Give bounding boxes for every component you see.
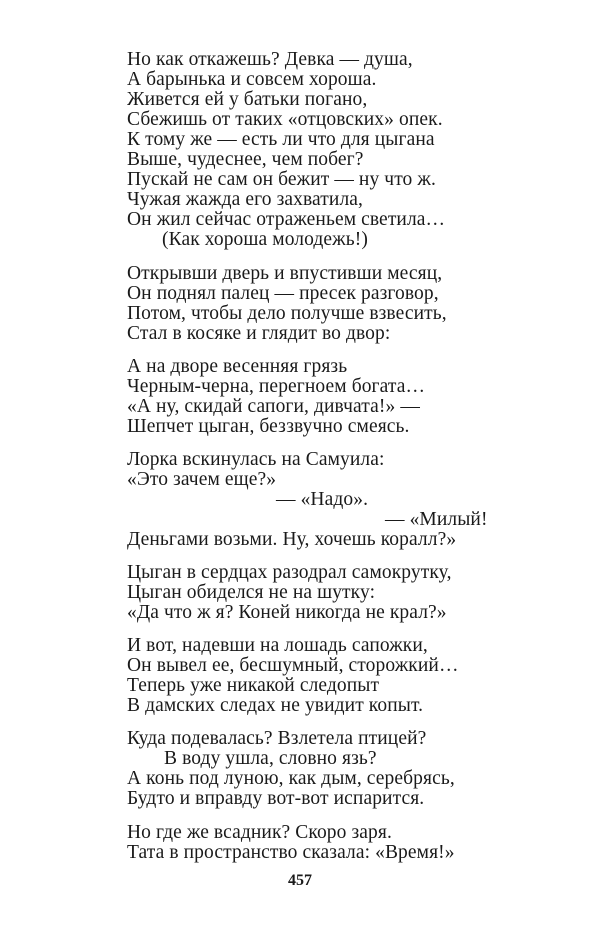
poem-line: А барынька и совсем хороша.: [127, 69, 377, 90]
poem-line: Пускай не сам он бежит — ну что ж.: [127, 169, 436, 190]
poem-line: Он жил сейчас отраженьем светила…: [127, 209, 446, 230]
poem-line: «Это зачем еще?»: [127, 469, 277, 490]
poem-line: Но как откажешь? Девка — душа,: [127, 49, 413, 70]
poem-line: А конь под луною, как дым, серебрясь,: [127, 768, 455, 789]
page-number: 457: [288, 872, 312, 889]
poem-line: Чужая жажда его захватила,: [127, 189, 364, 210]
poem-line: Он поднял палец — пресек разговор,: [127, 283, 439, 304]
poem-line: Сбежишь от таких «отцовских» опек.: [127, 109, 443, 130]
poem-line: К тому же — есть ли что для цыгана: [127, 129, 435, 150]
poem-line: Теперь уже никакой следопыт: [127, 675, 380, 696]
poem-line: Шепчет цыган, беззвучно смеясь.: [127, 416, 410, 437]
poem-line: Выше, чудеснее, чем побег?: [127, 149, 364, 170]
poem-line: — «Милый!: [385, 509, 488, 530]
poem-line: «А ну, скидай сапоги, дивчата!» —: [127, 396, 420, 417]
poem-line: «Да что ж я? Коней никогда не крал?»: [127, 602, 447, 623]
poem-line: Деньгами возьми. Ну, хочешь коралл?»: [127, 529, 457, 550]
poem-line: Он вывел ее, бесшумный, сторожкий…: [127, 655, 459, 676]
poem-line: Цыган в сердцах разодрал самокрутку,: [127, 562, 452, 583]
poem-line: Цыган обиделся не на шутку:: [127, 582, 376, 603]
poem-line: Тата в пространство сказала: «Время!»: [127, 842, 455, 863]
poem-line: Куда подевалась? Взлетела птицей?: [127, 728, 427, 749]
poem-line: Будто и вправду вот-вот испарится.: [127, 788, 425, 809]
poem-line: Но где же всадник? Скоро заря.: [127, 822, 392, 843]
poem-line: В воду ушла, словно язь?: [164, 748, 377, 769]
poem-line: И вот, надевши на лошадь сапожки,: [127, 635, 428, 656]
poem-line: Живется ей у батьки погано,: [127, 89, 368, 110]
poem-line: В дамских следах не увидит копыт.: [127, 695, 424, 716]
poem-line: А на дворе весенняя грязь: [127, 356, 348, 377]
poem-line: — «Надо».: [276, 489, 369, 510]
poem-line: Стал в косяке и глядит во двор:: [127, 323, 391, 344]
poem-line: (Как хороша молодежь!): [162, 229, 368, 250]
poem-line: Открывши дверь и впустивши месяц,: [127, 263, 443, 284]
poem-line: Потом, чтобы дело получше взвесить,: [127, 303, 447, 324]
poem-line: Лорка вскинулась на Самуила:: [127, 449, 385, 470]
poem-line: Черным-черна, перегноем богата…: [127, 376, 426, 397]
